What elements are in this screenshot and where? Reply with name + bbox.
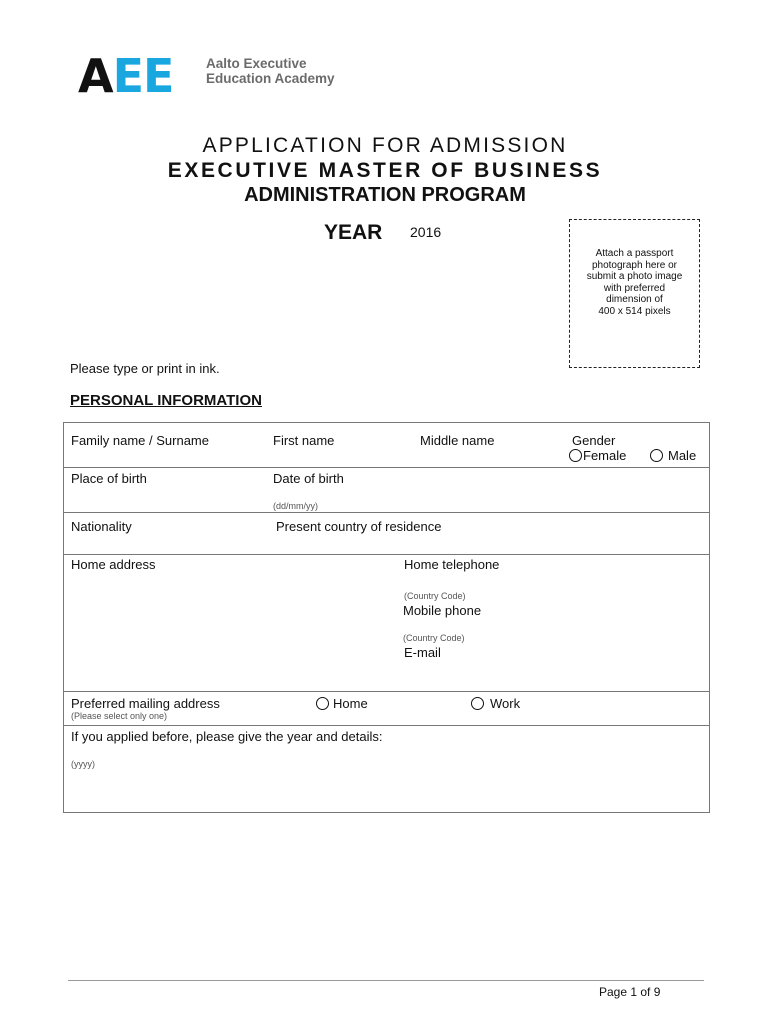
dob-hint: (dd/mm/yy) xyxy=(273,501,318,511)
date-of-birth-field[interactable]: Date of birth xyxy=(273,471,344,486)
mobile-phone-field[interactable]: Mobile phone xyxy=(403,603,482,618)
country-of-residence-field[interactable]: Present country of residence xyxy=(276,519,442,534)
gender-male-radio[interactable] xyxy=(650,449,663,462)
year-value[interactable]: 2016 xyxy=(410,224,442,240)
divider xyxy=(64,691,709,692)
divider xyxy=(64,554,709,555)
logo-text-line1: Aalto Executive xyxy=(206,56,307,71)
title-line2: EXECUTIVE MASTER OF BUSINESS xyxy=(167,159,603,182)
place-of-birth-field[interactable]: Place of birth xyxy=(71,471,147,486)
photo-text-line: dimension of xyxy=(606,294,663,305)
email-field[interactable]: E-mail xyxy=(404,645,441,660)
photo-text-line: 400 x 514 pixels xyxy=(598,305,671,317)
page-number: Page 1 of 9 xyxy=(599,985,661,999)
divider xyxy=(64,467,709,468)
mail-work-radio[interactable] xyxy=(471,697,484,710)
first-name-field[interactable]: First name xyxy=(273,433,335,448)
gender-female-radio[interactable] xyxy=(569,449,582,462)
logo-mark xyxy=(78,49,174,103)
middle-name-field[interactable]: Middle name xyxy=(420,433,495,448)
photo-text-line: photograph here or xyxy=(591,259,678,271)
year-hint: (yyyy) xyxy=(71,759,95,769)
footer-divider xyxy=(68,980,704,981)
nationality-field[interactable]: Nationality xyxy=(71,519,132,534)
year-label: YEAR xyxy=(324,221,383,244)
mailing-address-hint: (Please select only one) xyxy=(71,711,168,721)
mailing-address-label: Preferred mailing address xyxy=(71,696,220,711)
mail-work-label: Work xyxy=(490,696,521,711)
country-code-hint: (Country Code) xyxy=(404,591,466,601)
photo-text-line: submit a photo image xyxy=(586,271,683,282)
title-line3: ADMINISTRATION PROGRAM xyxy=(244,184,526,206)
family-name-field[interactable]: Family name / Surname xyxy=(71,433,209,448)
mail-home-label: Home xyxy=(333,696,368,711)
logo-text-line2: Education Academy xyxy=(206,71,335,86)
applied-before-field[interactable]: If you applied before, please give the year and details: xyxy=(71,729,383,744)
home-address-field[interactable]: Home address xyxy=(71,557,156,572)
logo-mark-ee: EE xyxy=(112,49,174,103)
mail-home-radio[interactable] xyxy=(316,697,329,710)
gender-female-label: Female xyxy=(583,448,627,463)
title-line1: APPLICATION FOR ADMISSION xyxy=(202,134,568,157)
photo-text-line: with preferred xyxy=(603,282,666,294)
logo-mark-a: A xyxy=(78,49,113,103)
divider xyxy=(64,725,709,726)
country-code-hint: (Country Code) xyxy=(403,633,465,643)
home-telephone-field[interactable]: Home telephone xyxy=(404,557,500,572)
logo-text xyxy=(206,56,335,86)
photo-upload-box[interactable] xyxy=(569,219,700,368)
instructions: Please type or print in ink. xyxy=(70,361,220,376)
personal-info-form xyxy=(63,422,710,813)
section-title: PERSONAL INFORMATION xyxy=(70,392,262,409)
gender-male-label: Male xyxy=(668,448,697,463)
photo-text-line: Attach a passport xyxy=(595,248,674,259)
divider xyxy=(64,512,709,513)
gender-label: Gender xyxy=(572,433,616,448)
photo-instructions xyxy=(574,248,695,317)
